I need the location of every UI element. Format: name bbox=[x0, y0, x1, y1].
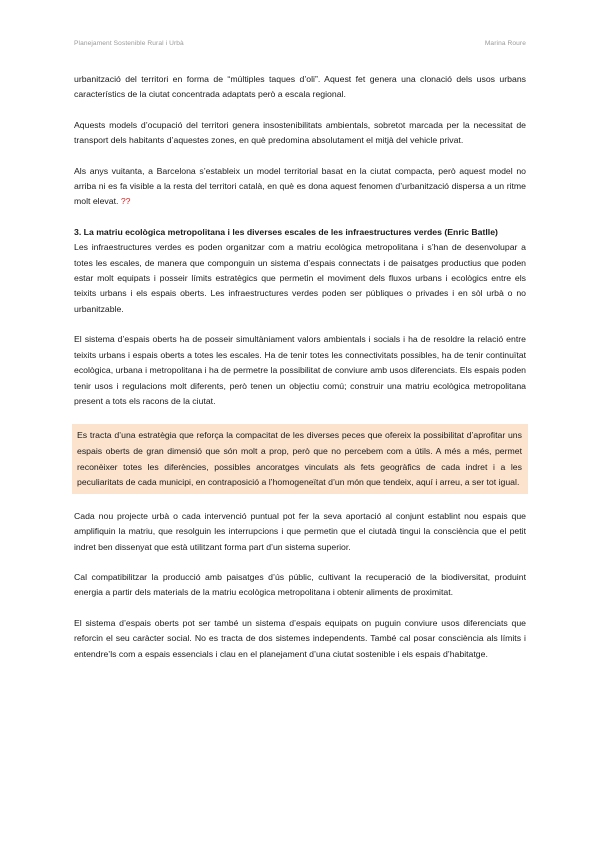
paragraph-2: Aquests models d’ocupació del territori genera insostenibilitats ambientals, sobretot marcada per la necessitat de transport dels habitants d’aquestes zones, en què predomina absolutament el mitjà del vehicle privat. bbox=[74, 119, 526, 146]
paragraph-3 bbox=[74, 164, 526, 210]
section-heading: 3. La matriu ecològica metropolitana i les diverses escales de les infraestructures verdes (Enric Batlle) bbox=[74, 226, 498, 237]
header-title: Planejament Sostenible Rural i Urbà bbox=[74, 40, 184, 47]
paragraph-5: El sistema d’espais oberts ha de posseir simultàniament valors ambientals i socials i ha de resoldre la relació entre teixits urbans i espais oberts a totes les escales. Ha de tenir totes les connectivitats possibles, ha de tenir continuïtat ecològica, urbana i metropolitana i ha de permetre la possibilitat de conviure amb usos diferenciats. Els espais poden tenir usos i regulacions molt diferents, però tenen un objectiu comú; construir una matriu ecològica metropolitana present a tots els racons de la ciutat. bbox=[74, 334, 526, 406]
paragraph-8: El sistema d’espais oberts pot ser també un sistema d’espais equipats on puguin conviure usos diferenciats que reforcin el seu caràcter social. No es tracta de dos sistemes independents. També cal posar consciència als límits i entendre’ls com a espais essencials i clau en el planejament d’una ciutat sostenible i els espais d’habitatge. bbox=[74, 617, 526, 659]
paragraph-6: Cada nou projecte urbà o cada intervenció puntual pot fer la seva aportació al conjunt establint nou espais que amplifiquin la matriu, que resolguin les interrupcions i que permetin que el ciutadà tingui la consciència que el petit indret ben dissenyat que està utilitzant forma part d’un sistema superior. bbox=[74, 510, 526, 552]
highlighted-callout bbox=[72, 424, 528, 493]
paragraph-4: Les infraestructures verdes es poden organitzar com a matriu ecològica metropolitana i s’han de desenvolupar a totes les escales, de manera que componguin un sistema d’espais connectats i de paisatges productius que poden estar molt equipats i posseir límits estratègics que permetin el moviment dels fluxos urbans i ecològics entre els teixits urbans i els espais oberts. Les infraestructures verdes poden ser públiques o privades i en sòl urbà o no urbanitzable. bbox=[74, 242, 526, 314]
paragraph-7: Cal compatibilitzar la producció amb paisatges d’ús públic, cultivant la recuperació de la biodiversitat, produint energia a partir dels materials de la matriu ecològica metropolitana i obtenir aliments de proximitat. bbox=[74, 571, 526, 598]
page-body bbox=[74, 72, 526, 662]
callout-text: Es tracta d’una estratègia que reforça la compacitat de les diverses peces que ofereix la possibilitat d’aprofitar uns espais oberts de gran dimensió que són molt a prop, però que no percebem com a útils. A més a més, permet reconèixer totes les diferències, possibles ancoratges vinculats als fets geogràfics de cada indret i a les peculiaritats de cada municipi, en contraposició a l’homogeneïtat d’un món que tendeix, aquí i arreu, a ser tot igual. bbox=[77, 430, 522, 488]
paragraph-1: urbanització del territori en forma de “múltiples taques d’oli”. Aquest fet genera una clonació dels usos urbans característics de la ciutat concentrada adaptats però a escala regional. bbox=[74, 74, 526, 100]
paragraph-3-text: Als anys vuitanta, a Barcelona s’estableix un model territorial basat en la ciutat compacta, però aquest model no arriba ni es fa visible a la resta del territori català, en què es dona aquest fenomen d’urbanització dispersa a un ritme molt elevat. bbox=[74, 165, 526, 207]
unresolved-reference-mark: ?? bbox=[120, 196, 131, 207]
page-header bbox=[74, 40, 526, 47]
header-author: Marina Roure bbox=[484, 40, 526, 47]
